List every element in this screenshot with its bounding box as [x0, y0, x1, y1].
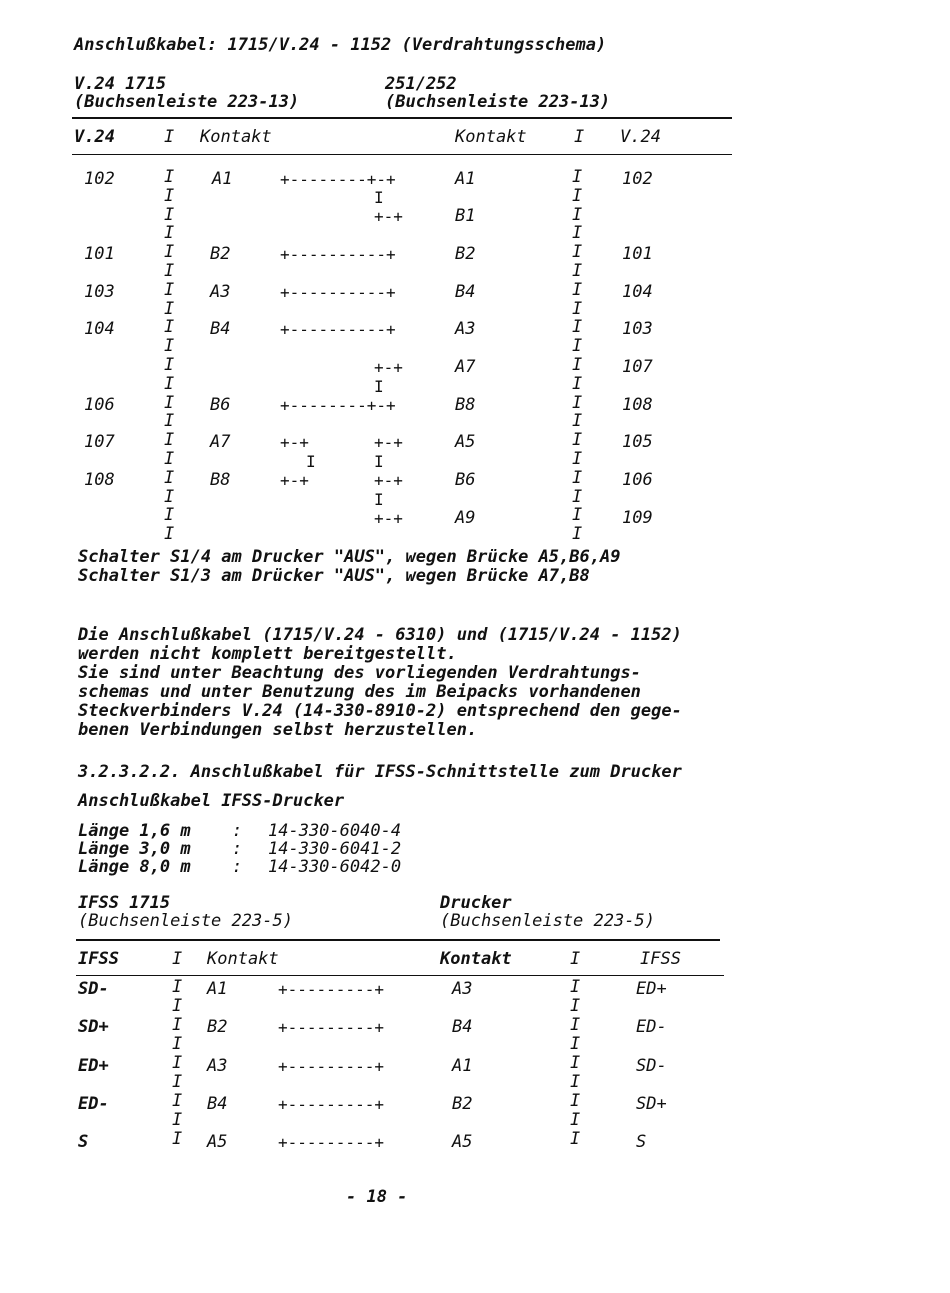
wire-bridge: I — [306, 452, 316, 471]
table-row-kontakt-right: B6 — [455, 470, 476, 490]
table-row-kontakt-right: A3 — [452, 979, 473, 999]
table-row-kontakt: A5 — [207, 1132, 228, 1152]
paragraph-line: benen Verbindungen selbst herzustellen. — [78, 720, 478, 740]
table-row-kontakt-right: B2 — [455, 244, 476, 264]
col-kontakt-left: Kontakt — [200, 127, 272, 147]
table-header-rule — [72, 154, 732, 155]
length-label: Länge 8,0 m — [78, 857, 191, 877]
table-row-v24: 102 — [84, 169, 115, 189]
table-row-ifss-right: ED+ — [636, 979, 667, 999]
switch-note: Schalter S1/3 am Drücker "AUS", wegen Brücke A7,B8 — [78, 566, 590, 586]
wire-connection: +---------+ — [278, 980, 384, 999]
table-row-kontakt-right: A5 — [455, 432, 476, 452]
length-part: 14-330-6041-2 — [268, 839, 402, 859]
table-row-v24: 106 — [84, 395, 115, 415]
wire-bridge: +-+ — [374, 471, 403, 490]
table-row-ifss-right: SD+ — [636, 1094, 667, 1114]
length-sep: : — [232, 839, 243, 859]
table-row-kontakt-right: A1 — [452, 1056, 473, 1076]
table-row-kontakt: B8 — [210, 470, 231, 490]
wire-bridge: I — [374, 490, 384, 509]
table-row-kontakt: A3 — [207, 1056, 228, 1076]
table-row-v24-right: 103 — [622, 319, 653, 339]
right-connector-subtitle: (Buchsenleiste 223-13) — [385, 92, 611, 112]
right-connector-subtitle: (Buchsenleiste 223-5) — [440, 911, 655, 931]
table-row-kontakt: A1 — [207, 979, 228, 999]
page-number: - 18 - — [346, 1187, 408, 1207]
paragraph-line: schemas und unter Benutzung des im Beipacks vorhandenen — [78, 682, 641, 702]
switch-note: Schalter S1/4 am Drucker "AUS", wegen Brücke A5,B6,A9 — [78, 547, 621, 567]
col-i-right: I — [574, 127, 585, 147]
table-row-v24-right: 104 — [622, 282, 653, 302]
col-i-right: I — [570, 949, 581, 969]
table-row-v24-right: 109 — [622, 508, 653, 528]
table-row-v24-right: 101 — [622, 244, 653, 264]
page-title: Anschlußkabel: 1715/V.24 - 1152 (Verdrahtungsschema) — [74, 35, 607, 55]
table-row-kontakt: A7 — [210, 432, 231, 452]
wire-connection: +---------+ — [278, 1018, 384, 1037]
col-kontakt-left: Kontakt — [207, 949, 279, 969]
table-row-kontakt: B2 — [210, 244, 231, 264]
wire-connection: +---------+ — [278, 1057, 384, 1076]
table-row-ifss: ED+ — [78, 1056, 109, 1076]
table-row-ifss: SD- — [78, 979, 109, 999]
col-i-left: I — [172, 949, 183, 969]
wire-connection: +---------+ — [278, 1095, 384, 1114]
wire-connection: +--------+-+ — [280, 170, 396, 189]
table-row-v24: 108 — [84, 470, 115, 490]
left-connector-title: V.24 1715 — [74, 74, 167, 94]
table-row-kontakt-right: A5 — [452, 1132, 473, 1152]
table-row-ifss: S — [78, 1132, 89, 1152]
table-row-kontakt-right: A3 — [455, 319, 476, 339]
paragraph-line: Sie sind unter Beachtung des vorliegenden Verdrahtungs- — [78, 663, 641, 683]
length-label: Länge 1,6 m — [78, 821, 191, 841]
right-connector-title: 251/252 — [385, 74, 457, 94]
length-part: 14-330-6040-4 — [268, 821, 402, 841]
paragraph-line: werden nicht komplett bereitgestellt. — [78, 644, 457, 664]
table-row-kontakt-right: A9 — [455, 508, 476, 528]
length-sep: : — [232, 857, 243, 877]
table-row-ifss-right: ED- — [636, 1017, 667, 1037]
wire-connection: +----------+ — [280, 320, 396, 339]
length-sep: : — [232, 821, 243, 841]
left-i-column: I I I I I I I I I I I I I I I I I I I I — [164, 167, 175, 545]
wire-connection: +--------+-+ — [280, 396, 396, 415]
table-row-v24-right: 108 — [622, 395, 653, 415]
right-i-column: I I I I I I I I I — [570, 977, 581, 1149]
table-header-rule — [76, 975, 724, 976]
right-connector-title: Drucker — [440, 893, 512, 913]
table-row-v24: 103 — [84, 282, 115, 302]
col-i-left: I — [164, 127, 175, 147]
left-i-column: I I I I I I I I I — [172, 977, 183, 1149]
table-row-kontakt: B4 — [210, 319, 231, 339]
table-row-kontakt: A3 — [210, 282, 231, 302]
table-row-v24-right: 102 — [622, 169, 653, 189]
wire-connection: +-+ — [280, 433, 309, 452]
wire-bridge: I — [374, 377, 384, 396]
table-top-rule — [76, 939, 720, 941]
wire-bridge: I — [374, 188, 384, 207]
table-row-kontakt-right: B8 — [455, 395, 476, 415]
right-i-column: I I I I I I I I I I I I I I I I I I I I — [572, 167, 583, 545]
table-row-ifss: ED- — [78, 1094, 109, 1114]
col-ifss-left: IFSS — [78, 949, 119, 969]
col-ifss-right: IFSS — [640, 949, 681, 969]
table-row-kontakt-right: A1 — [455, 169, 476, 189]
table-row-kontakt: B4 — [207, 1094, 228, 1114]
table-row-kontakt-right: B4 — [452, 1017, 473, 1037]
wire-connection: +---------+ — [278, 1133, 384, 1152]
table-row-v24-right: 105 — [622, 432, 653, 452]
left-connector-subtitle: (Buchsenleiste 223-13) — [74, 92, 300, 112]
wire-bridge: I — [374, 452, 384, 471]
table-row-kontakt-right: B4 — [455, 282, 476, 302]
table-row-ifss-right: SD- — [636, 1056, 667, 1076]
wire-connection: +----------+ — [280, 245, 396, 264]
table-row-v24: 104 — [84, 319, 115, 339]
left-connector-title: IFSS 1715 — [78, 893, 171, 913]
wire-connection: +-+ — [280, 471, 309, 490]
table-row-ifss: SD+ — [78, 1017, 109, 1037]
col-v24-left: V.24 — [74, 127, 115, 147]
table-row-kontakt: A1 — [212, 169, 233, 189]
table-row-v24-right: 107 — [622, 357, 653, 377]
wire-bridge: +-+ — [374, 433, 403, 452]
wire-connection: +----------+ — [280, 283, 396, 302]
table-row-ifss-right: S — [636, 1132, 647, 1152]
table-row-kontakt: B2 — [207, 1017, 228, 1037]
table-row-kontakt-right: B1 — [455, 206, 476, 226]
table-row-v24-right: 106 — [622, 470, 653, 490]
table-row-kontakt: B6 — [210, 395, 231, 415]
wire-bridge: +-+ — [374, 358, 403, 377]
wire-bridge: +-+ — [374, 207, 403, 226]
section-subheading: Anschlußkabel IFSS-Drucker — [78, 791, 345, 811]
length-label: Länge 3,0 m — [78, 839, 191, 859]
left-connector-subtitle: (Buchsenleiste 223-5) — [78, 911, 293, 931]
col-kontakt-right: Kontakt — [440, 949, 512, 969]
col-kontakt-right: Kontakt — [455, 127, 527, 147]
table-top-rule — [72, 117, 732, 119]
paragraph-line: Die Anschlußkabel (1715/V.24 - 6310) und (1715/V.24 - 1152) — [78, 625, 682, 645]
table-row-v24: 107 — [84, 432, 115, 452]
table-row-v24: 101 — [84, 244, 115, 264]
paragraph-line: Steckverbinders V.24 (14-330-8910-2) entsprechend den gege- — [78, 701, 682, 721]
length-part: 14-330-6042-0 — [268, 857, 402, 877]
table-row-kontakt-right: A7 — [455, 357, 476, 377]
section-heading: 3.2.3.2.2. Anschlußkabel für IFSS-Schnittstelle zum Drucker — [78, 762, 682, 782]
col-v24-right: V.24 — [620, 127, 661, 147]
table-row-kontakt-right: B2 — [452, 1094, 473, 1114]
wire-bridge: +-+ — [374, 509, 403, 528]
